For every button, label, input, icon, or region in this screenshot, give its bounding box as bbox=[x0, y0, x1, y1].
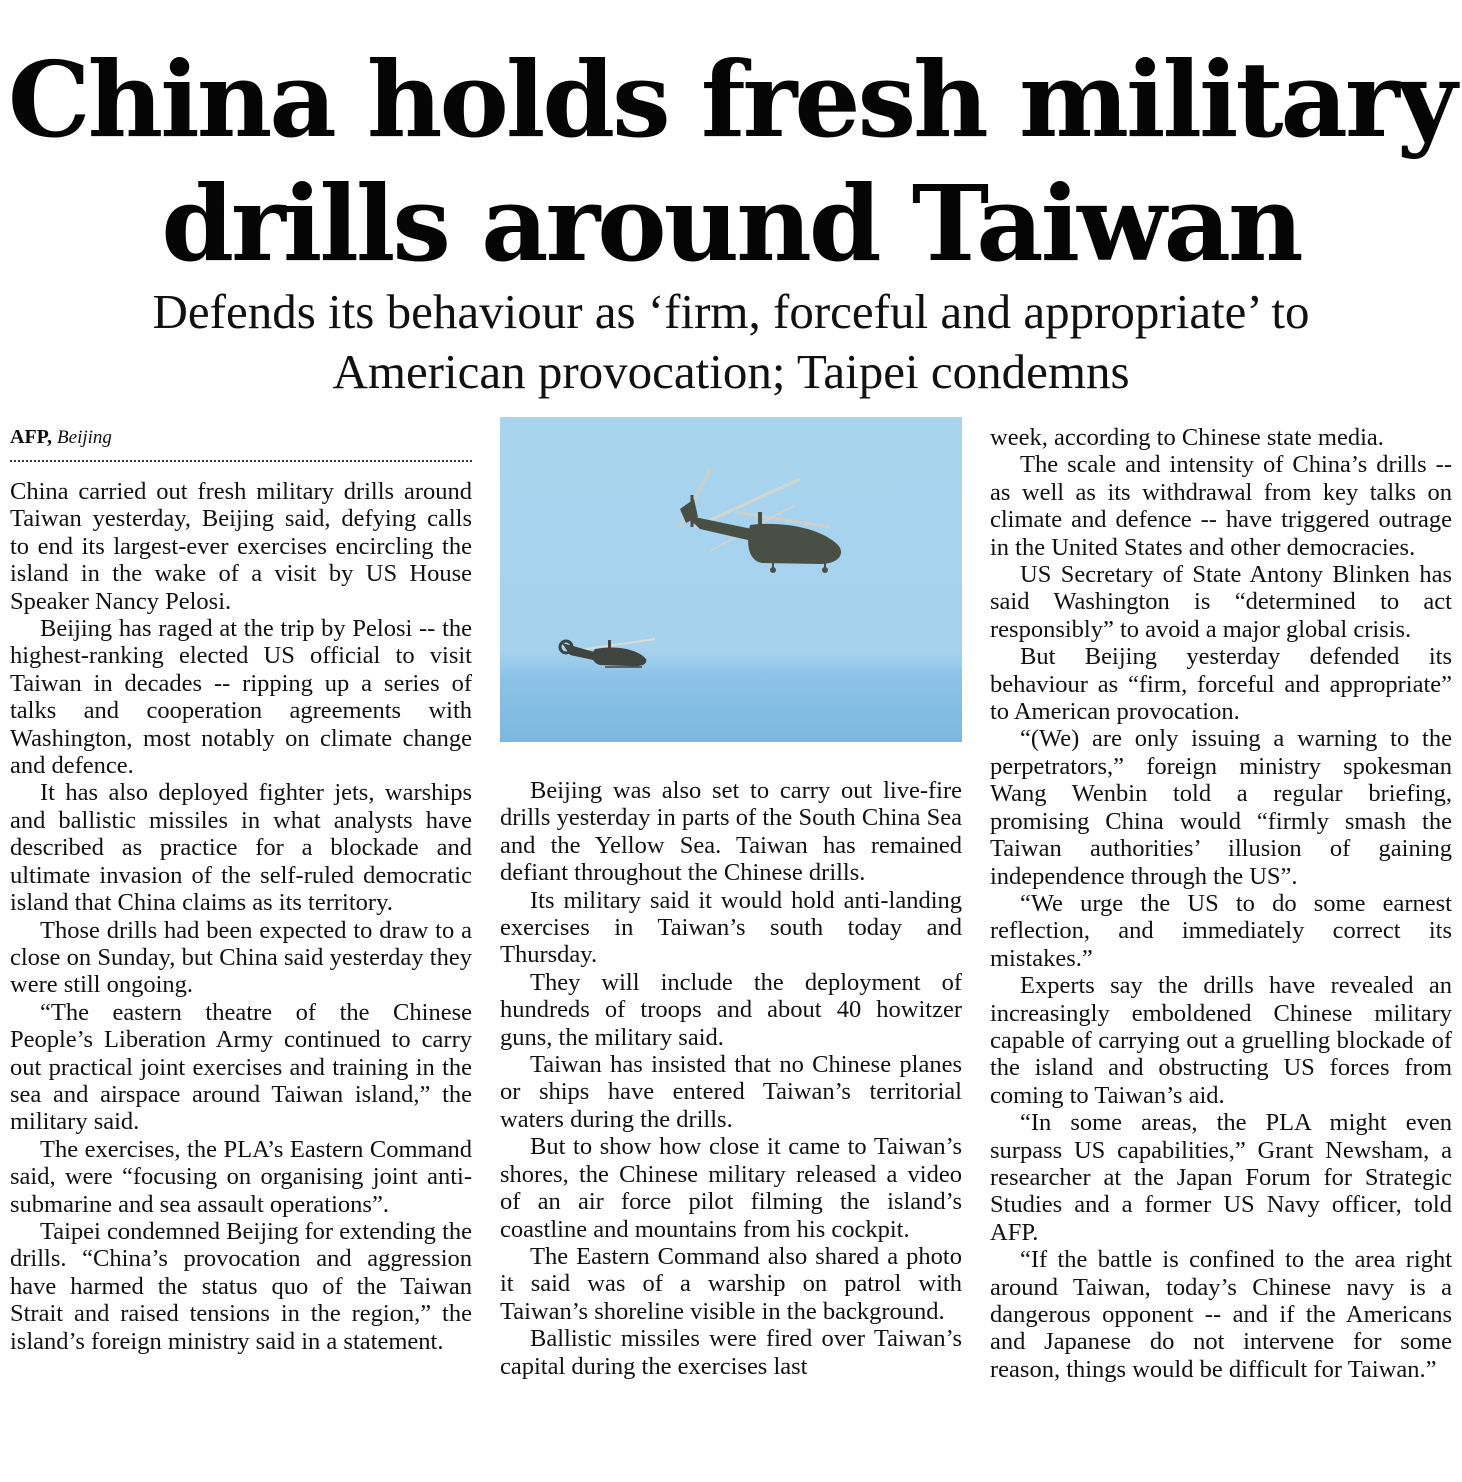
subheadline bbox=[0, 282, 1462, 402]
paragraph: China carried out fresh military drills around Taiwan yesterday, Beijing said, defying calls to end its largest-ever exercises encircling the island in the wake of a visit by US House Speaker Nancy Pelosi. bbox=[10, 478, 472, 615]
byline-divider bbox=[10, 460, 472, 462]
paragraph: The Eastern Command also shared a photo it said was of a warship on patrol with Taiwan’s shoreline visible in the background. bbox=[500, 1242, 962, 1325]
headline-line-2: drills around Taiwan bbox=[161, 162, 1301, 285]
paragraph: But to show how close it came to Taiwan’s shores, the Chinese military released a video of an air force pilot filming the island’s coastline and mountains from his cockpit. bbox=[500, 1133, 962, 1243]
paragraph: “We urge the US to do some earnest reflection, and immediately correct its mistakes.” bbox=[990, 889, 1452, 972]
paragraph: “The eastern theatre of the Chinese People’s Liberation Army continued to carry out practical joint exercises and training in the sea and airspace around Taiwan island,” the military said. bbox=[10, 998, 472, 1136]
article-column-1 bbox=[10, 478, 472, 1355]
paragraph: “(We) are only issuing a warning to the perpetrators,” foreign ministry spokesman Wang Wenbin told a regular briefing, promising China would “firmly smash the Taiwan authorities’ illusion of gaining independence through the US”. bbox=[990, 725, 1452, 890]
paragraph: But Beijing yesterday defended its behaviour as “firm, forceful and appropriate” to American provocation. bbox=[990, 643, 1452, 726]
paragraph: Beijing has raged at the trip by Pelosi -- the highest-ranking elected US official to visit Taiwan in decades -- ripping up a series of talks and cooperation agreements with Washington, most notably on climate change and defence. bbox=[10, 615, 472, 780]
paragraph: “In some areas, the PLA might even surpass US capabilities,” Grant Newsham, a researcher at the Japan Forum for Strategic Studies and a former US Navy officer, told AFP. bbox=[990, 1109, 1452, 1246]
subheadline-line-1: Defends its behaviour as ‘firm, forceful and appropriate’ to bbox=[152, 284, 1310, 339]
paragraph: US Secretary of State Antony Blinken has said Washington is “determined to act responsibly” to avoid a major global crisis. bbox=[990, 561, 1452, 643]
byline-agency: AFP, bbox=[10, 426, 53, 448]
paragraph: The scale and intensity of China’s drills -- as well as its withdrawal from key talks on climate and defence -- have triggered outrage in the United States and other democracies. bbox=[990, 451, 1452, 561]
paragraph: Taipei condemned Beijing for extending the drills. “China’s provocation and aggression have harmed the status quo of the Taiwan Strait and raised tensions in the region,” the island’s foreign ministry said in a statement. bbox=[10, 1217, 472, 1355]
paragraph: “If the battle is confined to the area right around Taiwan, today’s Chinese navy is a dangerous opponent -- and if the Americans and Japanese do not intervene for some reason, things would be difficult for Taiwan.” bbox=[990, 1246, 1452, 1383]
headline bbox=[0, 38, 1462, 286]
paragraph: Ballistic missiles were fired over Taiwan’s capital during the exercises last bbox=[500, 1325, 962, 1380]
paragraph: Taiwan has insisted that no Chinese planes or ships have entered Taiwan’s territorial waters during the drills. bbox=[500, 1051, 962, 1133]
subheadline-line-2: American provocation; Taipei condemns bbox=[332, 344, 1130, 399]
helicopter-large bbox=[680, 469, 841, 573]
paragraph: Its military said it would hold anti-landing exercises in Taiwan’s south today and Thursday. bbox=[500, 886, 962, 969]
helicopter-small bbox=[560, 639, 655, 667]
paragraph: Those drills had been expected to draw to a close on Sunday, but China said yesterday they were still ongoing. bbox=[10, 916, 472, 999]
paragraph: Beijing was also set to carry out live-fire drills yesterday in parts of the South China Sea and the Yellow Sea. Taiwan has remained defiant throughout the Chinese drills. bbox=[500, 777, 962, 887]
byline bbox=[10, 424, 472, 451]
article-column-3 bbox=[990, 424, 1452, 1383]
paragraph: Experts say the drills have revealed an increasingly emboldened Chinese military capable of carrying out a gruelling blockade of the island and obstructing US forces from coming to Taiwan’s aid. bbox=[990, 972, 1452, 1109]
helicopters-photo bbox=[500, 417, 962, 742]
article-column-2 bbox=[500, 777, 962, 1380]
paragraph: week, according to Chinese state media. bbox=[990, 424, 1384, 451]
byline-location: Beijing bbox=[57, 427, 112, 448]
paragraph: They will include the deployment of hundreds of troops and about 40 howitzer guns, the military said. bbox=[500, 968, 962, 1051]
paragraph: It has also deployed fighter jets, warships and ballistic missiles in what analysts have described as practice for a blockade and ultimate invasion of the self-ruled democratic island that China claims as its territory. bbox=[10, 779, 472, 917]
headline-line-1: China holds fresh military bbox=[7, 38, 1455, 161]
paragraph: The exercises, the PLA’s Eastern Command said, were “focusing on organising joint anti-submarine and sea assault operations”. bbox=[10, 1135, 472, 1218]
